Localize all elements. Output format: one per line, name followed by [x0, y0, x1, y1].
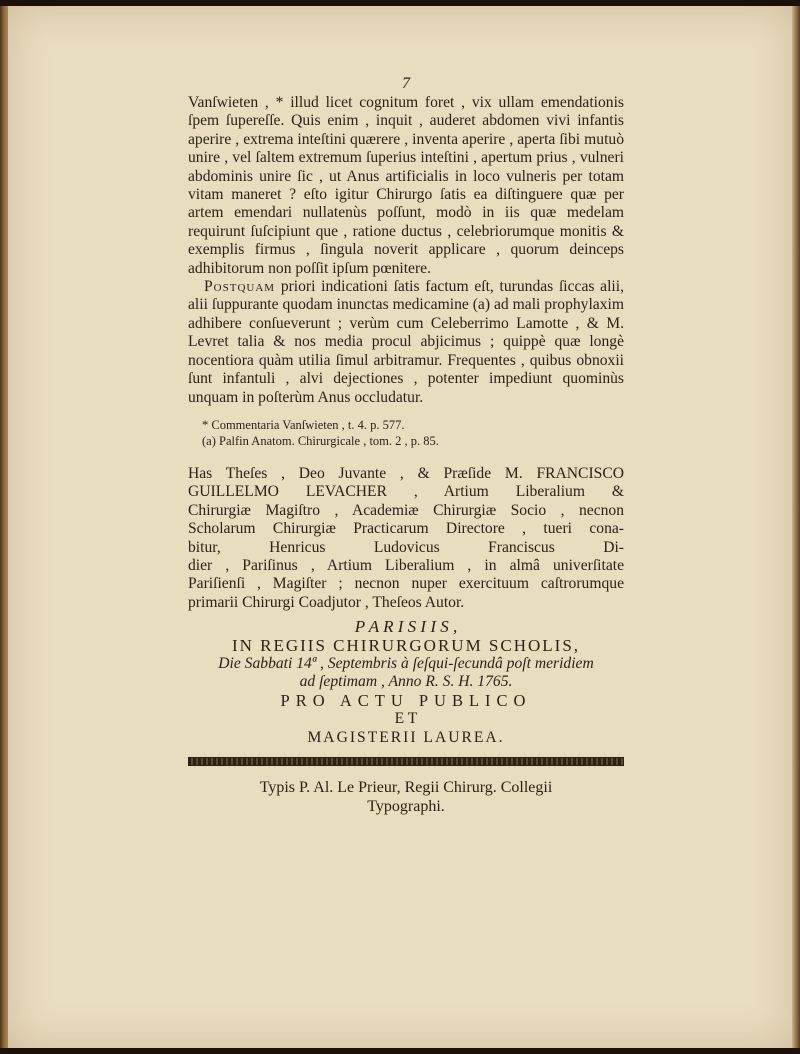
thesis-line: GUILLELMO LEVACHER , Artium Liberalium & [188, 483, 624, 501]
thesis-line: Has Theſes , Deo Juvante , & Præſide M. FRANCISCO [188, 464, 624, 482]
page-number: 7 [402, 75, 410, 92]
date-line-2: ad ſeptimam , Anno R. S. H. 1765. [299, 673, 513, 691]
thesis-line: dier , Pariſinus , Artium Liberalium , in almâ univerſitate [188, 556, 624, 574]
paragraph-1: Vanſwieten , * illud licet cognitum foret , vix ullam emendationis ſpem ſupereſſe. Quis enim , inquit , auderet abdomen vivi infantis aperire , extrema inteſtini quærere , inventa aperire , aperta ſibi mutuò unire , vel ſaltem extremum ſuperius inteſtini , apertum prius , vulneri abdominis unire ſic , ut Anus artificialis in loco vulneris per totam vitam maneret ? eſto igitur Chirurgo ſatis ea diſtinguere quæ per artem emendari nullatenùs poſſunt, modò in iis quæ medelam requirunt ſuſcipiunt que , ratione ductus , celebriorumque monitis & exemplis firmus , ſingula noverit applicare , quorum deinceps adhibitorum non poſſit ipſum pœnitere. [188, 94, 624, 277]
thesis-line: bitur, Henricus Ludovicus Franciscus Di- [188, 538, 624, 556]
printer-rule [188, 757, 624, 766]
page-edge [792, 6, 800, 1048]
et-line: E T [394, 710, 418, 728]
paragraph-2-lead: Postquam [204, 278, 276, 296]
footnote-1: * Commentaria Vanſwieten , t. 4. p. 577. [202, 417, 405, 432]
thesis-line: Pariſienſi , Magiſter ; necnon nuper exercituum caſtrorumque [188, 575, 624, 593]
paragraph-2-body: priori indicationi ſatis factum eſt, turundas ſiccas alii, alii ſuppurante quodam inunctas medicamine (a) ad mali prophylaxim adhibere conſueverunt ; verùm cum Celeberrimo Lamotte , & M. Levret talia & nos media procul abjicimus ; quippè quæ longè nocentiora quàm utilia ſimul arbitramur. Frequentes , quibus obnoxii ſunt infantuli , alvi dejectiones , potenter impediunt quominùs unquam in poſterùm Anus occludatur. [188, 278, 624, 406]
thesis-statement [188, 465, 624, 612]
thesis-line: Scholarum Chirurgiæ Practicarum Directore , tueri cona- [188, 520, 624, 538]
footnotes [188, 417, 624, 449]
place: P A R I S I I S , [354, 617, 458, 637]
date-line-1: Die Sabbati 14ª , Septembris à ſeſqui-ſecundâ poſt meridiem [218, 654, 594, 672]
act-line: PRO ACTU PUBLICO [280, 690, 532, 710]
printer-line-1: Typis P. Al. Le Prieur, Regii Chirurg. Collegii [259, 779, 553, 796]
thesis-line: primarii Chirurgi Coadjutor , Theſeos Autor. [188, 593, 465, 611]
venue: IN REGIIS CHIRURGORUM SCHOLIS, [231, 635, 581, 655]
printer-imprint [188, 778, 624, 816]
laurea-line: MAGISTERII LAUREA. [307, 728, 505, 746]
imprint-block [188, 618, 624, 747]
page-text [188, 76, 624, 816]
paragraph-2 [188, 278, 624, 407]
footnote-2: (a) Palfin Anatom. Chirurgicale , tom. 2 , p. 85. [202, 433, 439, 448]
printer-line-2: Typographi. [367, 798, 445, 815]
thesis-line: Chirurgiæ Magiſtro , Academiæ Chirurgiæ Socio , necnon [188, 501, 624, 519]
